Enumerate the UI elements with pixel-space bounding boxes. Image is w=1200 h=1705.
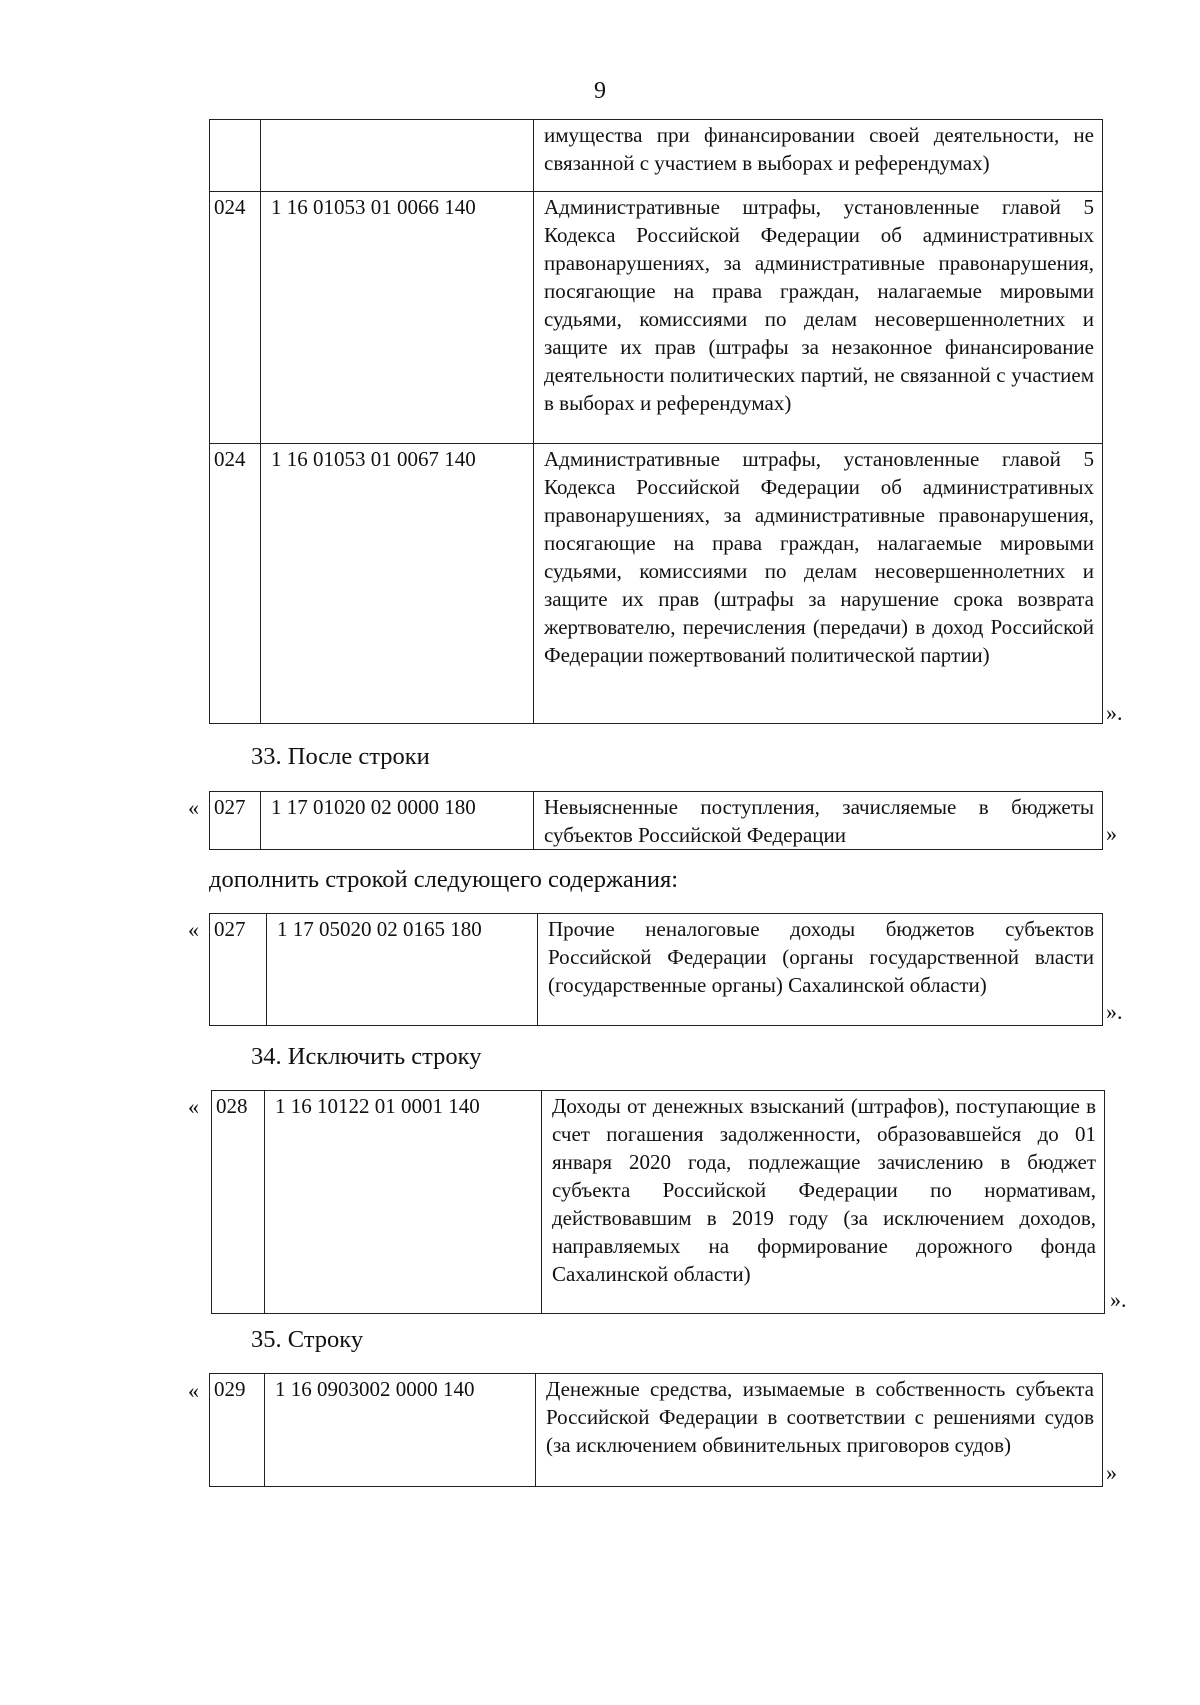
description-cell: Доходы от денежных взысканий (штрафов), поступающие в счет погашения задолженности, образовавшейся до 01 января 2020 года, подлежащие зачислению в бюджет субъекта Российской Федерации по нормативам, действовавшим в 2019 году (за исключением доходов, направляемых на формирование дорожного фонда Сахалинской области) [542, 1091, 1105, 1314]
kbk-cell: 1 17 01020 02 0000 180 [261, 792, 534, 850]
description-cell: Невыясненные поступления, зачисляемые в бюджеты субъектов Российской Федерации [534, 792, 1103, 850]
row-to-replace-table [209, 1373, 1103, 1487]
admin-code-cell: 027 [210, 914, 267, 1026]
kbk-cell: 1 17 05020 02 0165 180 [267, 914, 538, 1026]
section-heading-34: 34. Исключить строку [251, 1043, 482, 1070]
kbk-cell: 1 16 10122 01 0001 140 [265, 1091, 542, 1314]
table-row [212, 1091, 1105, 1314]
admin-code-cell: 028 [212, 1091, 265, 1314]
excluded-row-table [211, 1090, 1105, 1314]
kbk-cell: 1 16 0903002 0000 140 [265, 1374, 536, 1487]
opening-quote: « [188, 1378, 199, 1403]
table-row [210, 444, 1103, 724]
table-row [210, 120, 1103, 192]
table-row [210, 192, 1103, 444]
supplement-heading: дополнить строкой следующего содержания: [209, 866, 679, 893]
description-cell: Денежные средства, изымаемые в собственность субъекта Российской Федерации в соответствии с решениями судов (за исключением обвинительных приговоров судов) [536, 1374, 1103, 1487]
opening-quote: « [188, 795, 199, 820]
income-table-continued [209, 119, 1103, 724]
closing-quote: ». [1106, 700, 1123, 725]
section-heading-33: 33. После строки [251, 743, 430, 770]
admin-code-cell: 024 [210, 444, 261, 724]
closing-quote: » [1106, 1460, 1117, 1485]
description-cell: Административные штрафы, установленные главой 5 Кодекса Российской Федерации об административных правонарушениях, за административные правонарушения, посягающие на права граждан, налагаемые мировыми судьями, комиссиями по делам несовершеннолетних и защите их прав (штрафы за нарушение срока возврата жертвователю, перечисления (передачи) в доход Российской Федерации пожертвований политической партии) [534, 444, 1103, 724]
description-cell: Административные штрафы, установленные главой 5 Кодекса Российской Федерации об административных правонарушениях, за административные правонарушения, посягающие на права граждан, налагаемые мировыми судьями, комиссиями по делам несовершеннолетних и защите их прав (штрафы за незаконное финансирование деятельности политических партий, не связанной с участием в выборах и референдумах) [534, 192, 1103, 444]
admin-code-cell: 024 [210, 192, 261, 444]
description-cell: Прочие неналоговые доходы бюджетов субъектов Российской Федерации (органы государственной власти (государственные органы) Сахалинской области) [538, 914, 1103, 1026]
opening-quote: « [188, 917, 199, 942]
table-row [210, 792, 1103, 850]
kbk-cell: 1 16 01053 01 0066 140 [261, 192, 534, 444]
table-row [210, 914, 1103, 1026]
page-number: 9 [594, 78, 606, 104]
row-after-table [209, 791, 1103, 850]
kbk-cell [261, 120, 534, 192]
description-cell: имущества при финансировании своей деятельности, не связанной с участием в выборах и референдумах) [534, 120, 1103, 192]
admin-code-cell [210, 120, 261, 192]
closing-quote: ». [1110, 1287, 1127, 1312]
closing-quote: ». [1106, 999, 1123, 1024]
added-row-table [209, 913, 1103, 1026]
closing-quote: » [1106, 821, 1117, 846]
table-row [210, 1374, 1103, 1487]
admin-code-cell: 029 [210, 1374, 265, 1487]
kbk-cell: 1 16 01053 01 0067 140 [261, 444, 534, 724]
section-heading-35: 35. Строку [251, 1326, 364, 1353]
admin-code-cell: 027 [210, 792, 261, 850]
opening-quote: « [188, 1094, 199, 1119]
